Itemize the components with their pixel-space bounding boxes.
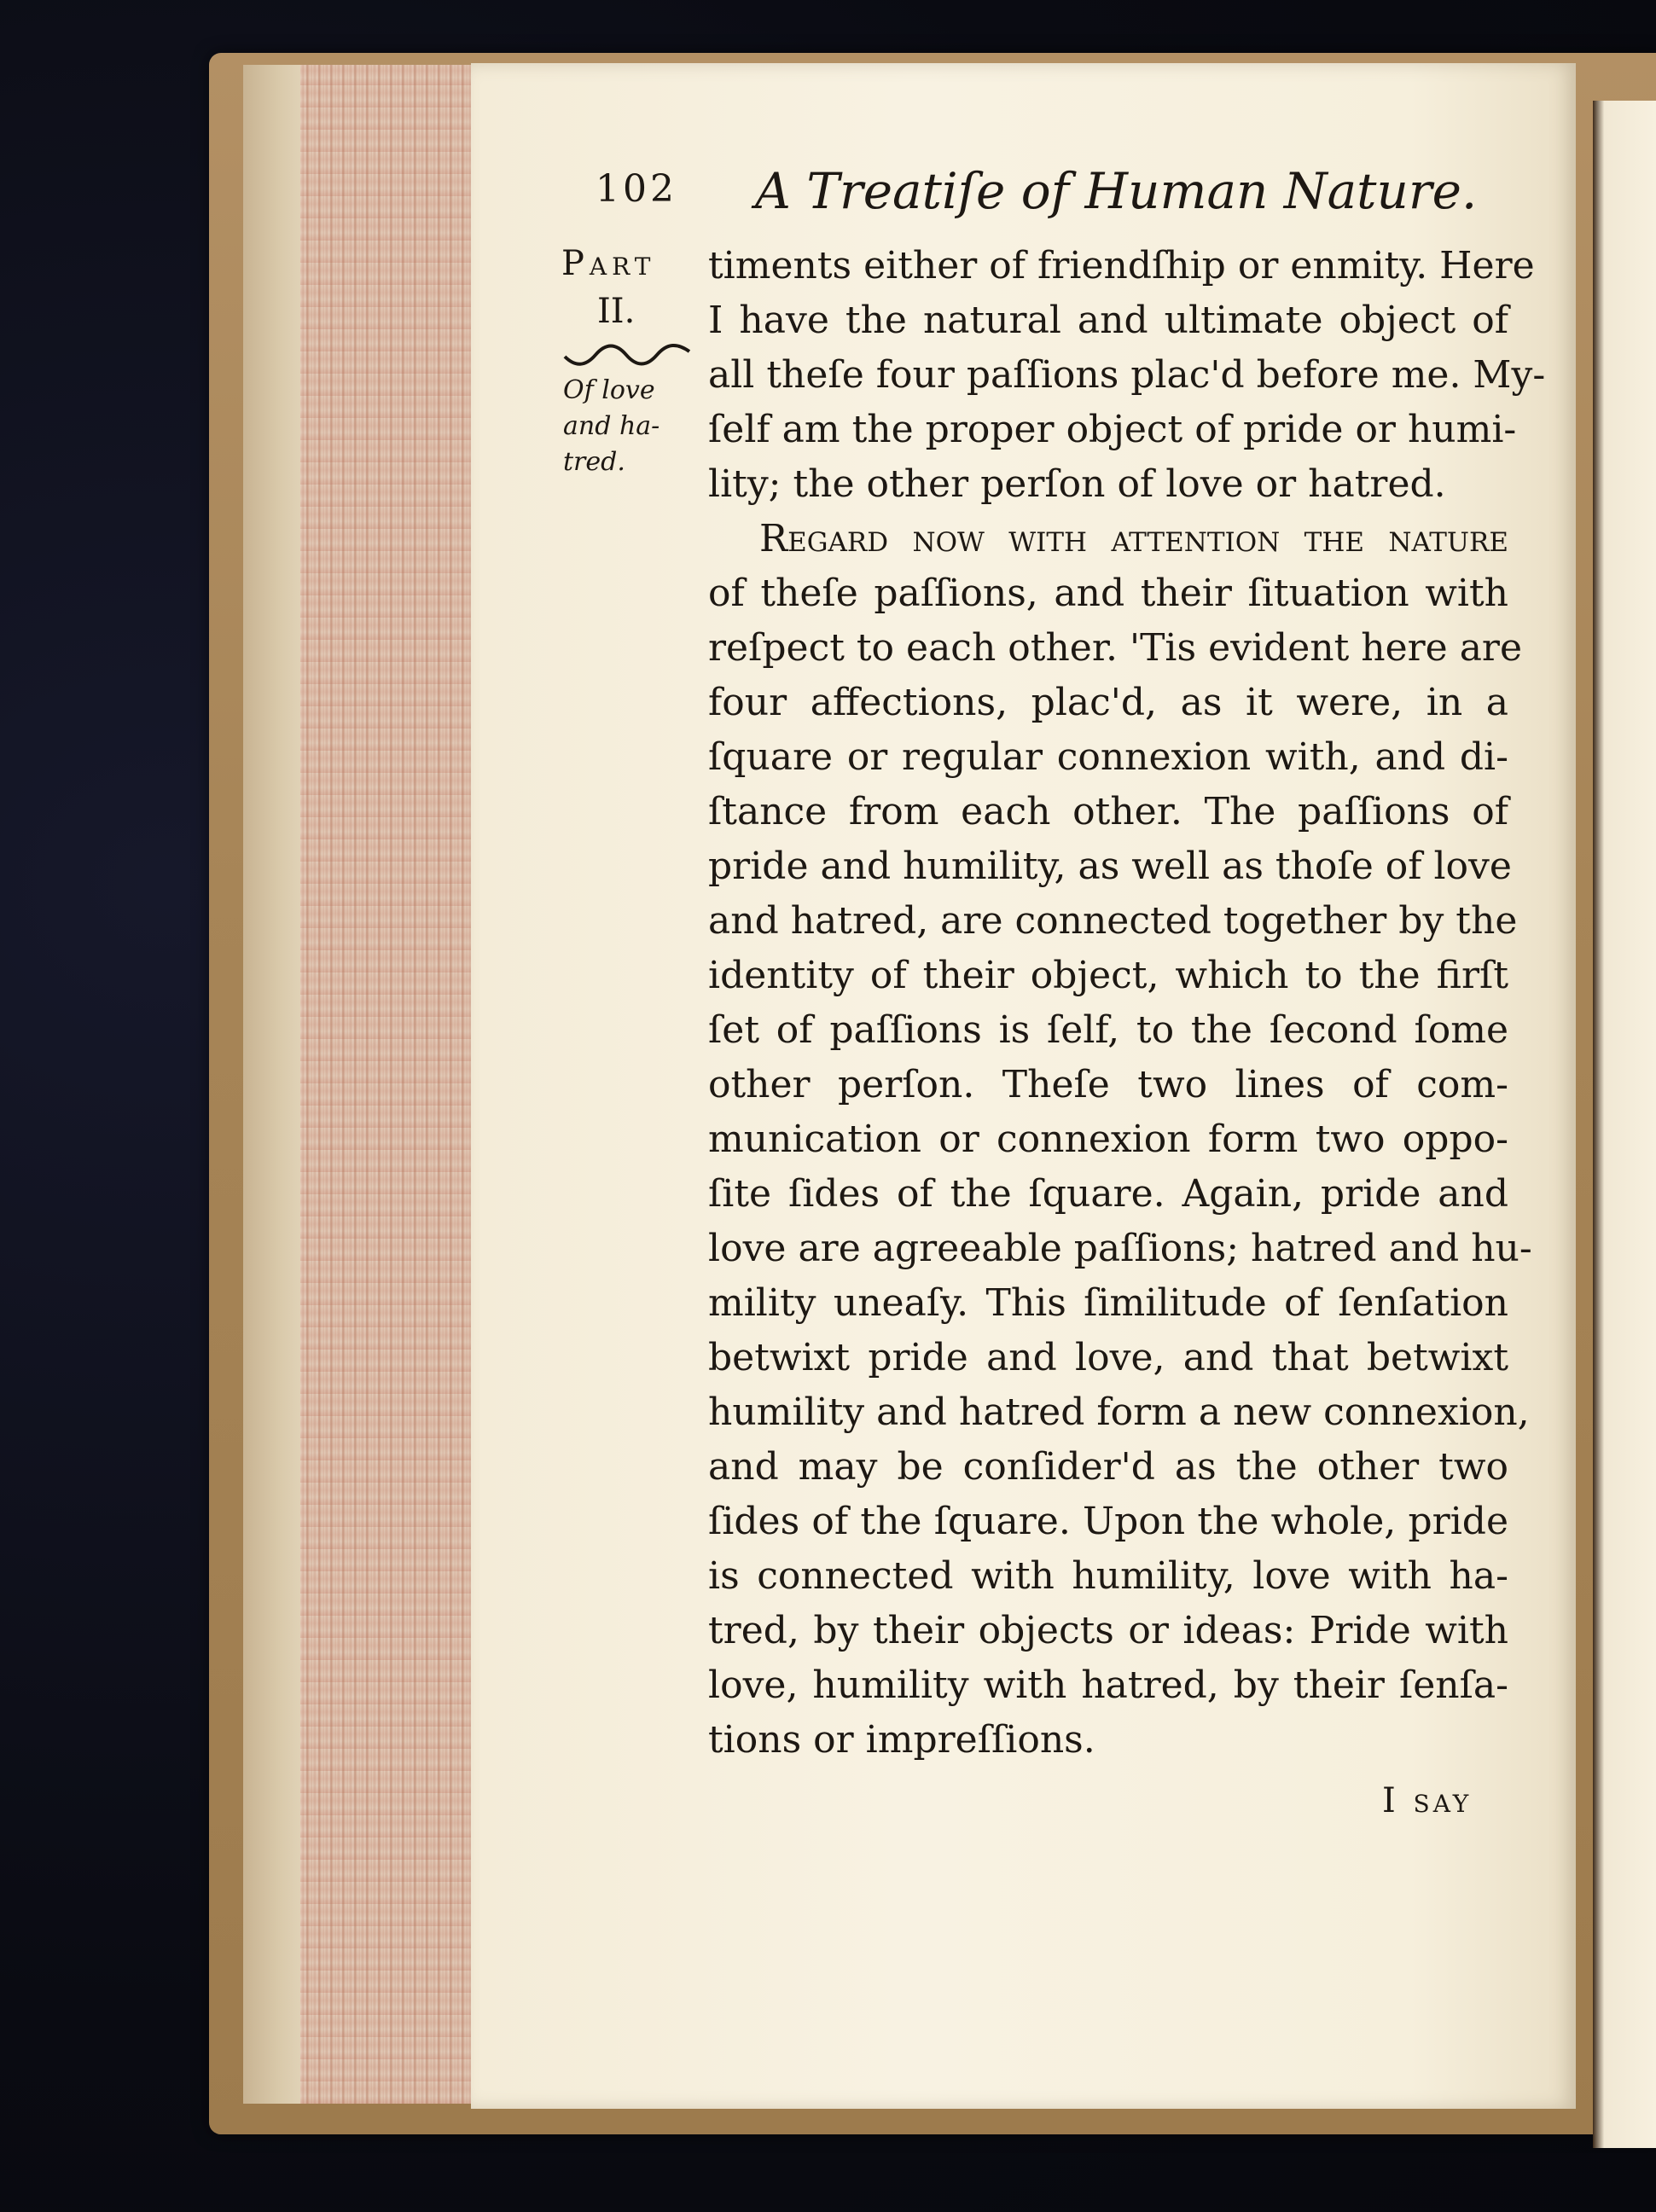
wave-ornament-icon bbox=[563, 338, 691, 367]
text-line: tions or impreſſions. bbox=[708, 1718, 1095, 1762]
running-title: A Treatiſe of Human Nature. bbox=[755, 162, 1478, 220]
text-line: love, humility with hatred, by their ſenſa- bbox=[708, 1663, 1508, 1707]
page-block-shadow bbox=[243, 65, 303, 2104]
text-line: identity of their object, which to the firſt bbox=[708, 954, 1508, 997]
text-line: ſtance from each other. The paſſions of bbox=[708, 790, 1508, 833]
text-line: ſet of paſſions is ſelf, to the ſecond ſome bbox=[708, 1008, 1508, 1052]
text-line: ſquare or regular connexion with, and di- bbox=[708, 735, 1508, 779]
text-line: mility uneaſy. This ſimilitude of ſenſation bbox=[708, 1281, 1508, 1325]
page-number: 102 bbox=[596, 167, 677, 211]
text-line: and hatred, are connected together by the bbox=[708, 899, 1518, 943]
text-line: love are agreeable paſſions; hatred and hu- bbox=[708, 1227, 1532, 1270]
text-line: munication or connexion form two oppo- bbox=[708, 1118, 1508, 1161]
text-line: other perſon. Theſe two lines of com- bbox=[708, 1063, 1508, 1106]
text-line: I have the natural and ultimate object of bbox=[708, 299, 1508, 342]
text-line: betwixt pride and love, and that betwixt bbox=[708, 1336, 1508, 1379]
text-line: and may be conſider'd as the other two bbox=[708, 1445, 1508, 1489]
text-line: of theſe paſſions, and their ſituation with bbox=[708, 572, 1508, 615]
text-line: ſite ſides of the ſquare. Again, pride and bbox=[708, 1172, 1508, 1216]
text-line: tred, by their objects or ideas: Pride with bbox=[708, 1609, 1508, 1652]
text-line: is connected with humility, love with ha- bbox=[708, 1554, 1508, 1598]
text-line: humility and hatred form a new connexion, bbox=[708, 1390, 1530, 1434]
text-line: pride and humility, as well as thoſe of love bbox=[708, 845, 1512, 888]
text-line: reſpect to each other. 'Tis evident here are bbox=[708, 626, 1522, 670]
sidenote-line: tred. bbox=[563, 447, 625, 477]
text-line: timents either of friendſhip or enmity. Here bbox=[708, 244, 1535, 287]
sidenote-line: Of love bbox=[563, 375, 655, 405]
text-line: four affections, plac'd, as it were, in a bbox=[708, 681, 1508, 724]
part-label: Part bbox=[561, 244, 656, 283]
sprinkled-fore-edge bbox=[300, 65, 471, 2104]
catchword: I say bbox=[1382, 1781, 1473, 1820]
text-line: ſelf am the proper object of pride or humi- bbox=[708, 408, 1517, 451]
text-line: all theſe four paſſions plac'd before me. My- bbox=[708, 353, 1546, 397]
facing-page-edge bbox=[1593, 101, 1656, 2148]
sidenote-line: and ha- bbox=[563, 411, 660, 441]
text-line: ſides of the ſquare. Upon the whole, pride bbox=[708, 1500, 1508, 1543]
part-number: II. bbox=[597, 292, 636, 331]
text-line: Regard now with attention the nature bbox=[759, 517, 1508, 560]
text-line: lity; the other perſon of love or hatred. bbox=[708, 462, 1446, 506]
